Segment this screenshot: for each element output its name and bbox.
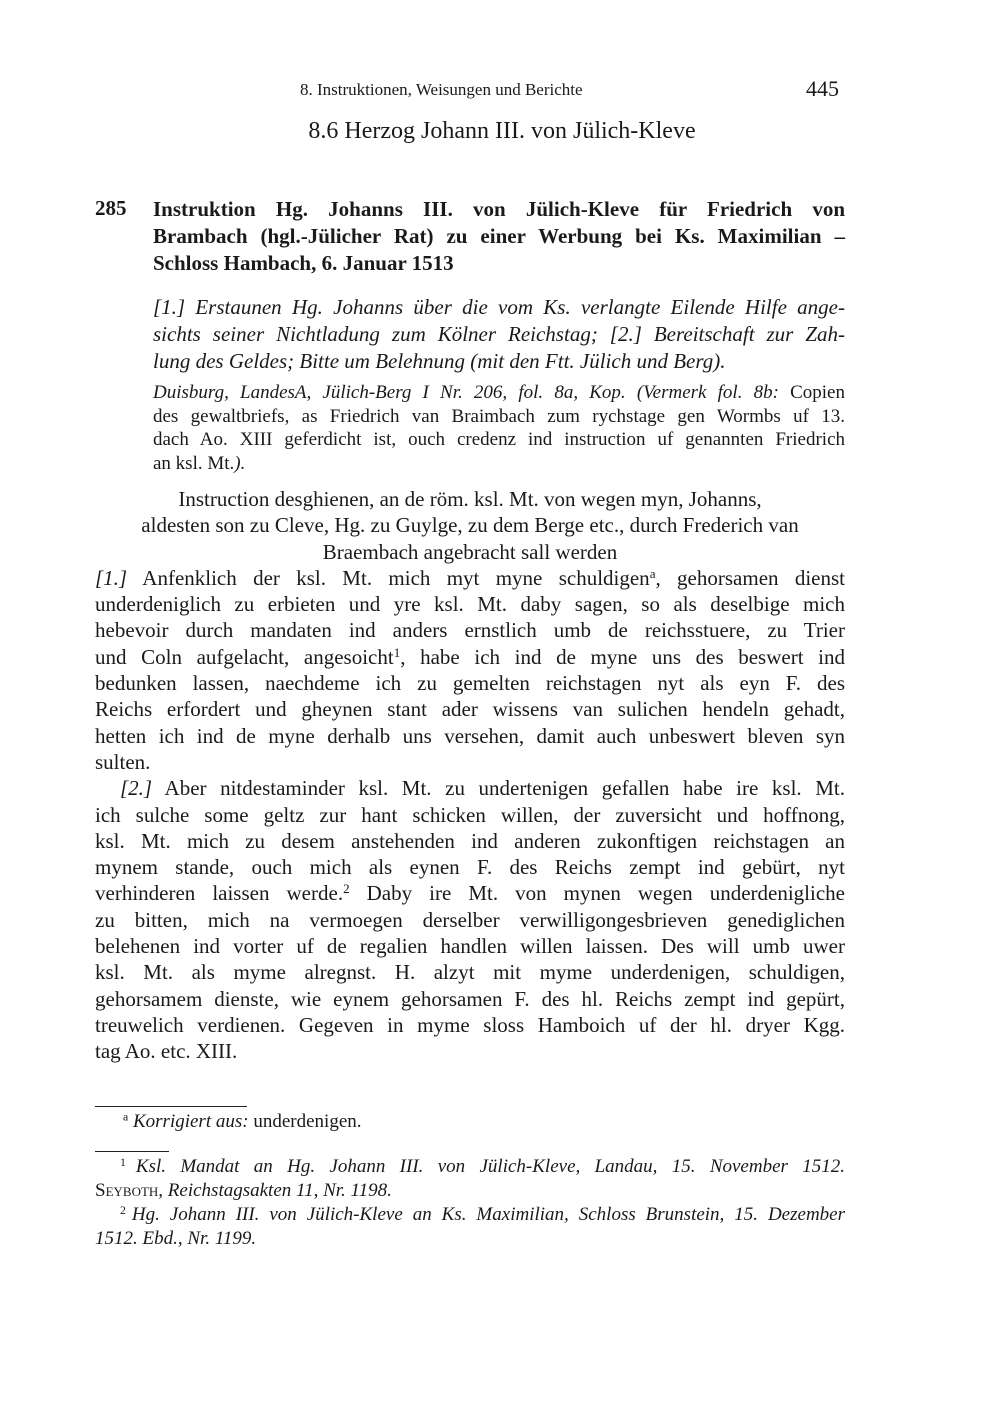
body-heading-line: Instruction desghienen, an de röm. ksl. Mt. von wegen myn, Johanns,: [178, 487, 762, 511]
text-line: [95, 775, 845, 801]
footnote-divider: [95, 1106, 247, 1107]
summary-line: [1.] Erstaunen Hg. Johanns über die vom Ks. verlangte Eilende Hilfe ange-: [153, 295, 845, 319]
text-line: [153, 452, 845, 476]
text-line: [95, 986, 845, 1012]
text-line: [95, 670, 845, 696]
text-line: [95, 828, 845, 854]
text-segment: bedunken lassen, naechdeme ich zu gemelten reichstagen nyt als eyn F. des: [95, 671, 845, 696]
text-segment: verhinderen laissen werde.: [95, 881, 344, 906]
italic-segment: [1.]: [95, 565, 128, 590]
text-segment: dach Ao. XIII geferdicht ist, ouch credenz ind instruction uf genannten Friedrich: [153, 429, 845, 450]
text-segment: hebevoir durch mandaten ind anders ernstlich umb de reichsstuere, zu Trier: [95, 618, 845, 643]
footnote-label: Korrigiert aus:: [132, 1111, 249, 1132]
italic-segment: ).: [234, 452, 246, 474]
italic-segment: Duisburg, LandesA, Jülich-Berg I Nr. 206, fol. 8a, Kop. (Vermerk fol. 8b:: [153, 382, 779, 403]
text-line: [95, 933, 845, 959]
footnote-reference: a: [649, 565, 656, 581]
text-line: [95, 959, 845, 985]
footnote-reference: 2: [343, 881, 350, 897]
text-line: [95, 723, 845, 749]
footnote-mark: 2: [120, 1203, 126, 1217]
footnote-text: , Reichstagsakten 11, Nr. 1198.: [158, 1180, 392, 1201]
text-segment: tag Ao. etc. XIII.: [95, 1039, 238, 1064]
text-line: [95, 907, 845, 933]
text-line: [95, 591, 845, 617]
text-line: [95, 802, 845, 828]
text-segment: underdeniglich zu erbieten und yre ksl. Mt. daby sagen, so als deselbige mich: [95, 592, 845, 617]
text-line: [153, 405, 845, 429]
summary-line: lung des Geldes; Bitte um Belehnung (mit den Ftt. Jülich und Berg).: [153, 349, 726, 373]
textual-footnote-a: [95, 1110, 845, 1134]
title-line: Schloss Hambach, 6. Januar 1513: [153, 251, 454, 275]
text-segment: Daby ire Mt. von mynen wegen underdenigliche: [349, 881, 845, 906]
text-segment: hetten ich ind de myne derhalb uns versehen, damit auch unbeswert bleven syn: [95, 723, 845, 748]
text-segment: treuwelich verdienen. Gegeven in myme sloss Hamboich uf der hl. dryer Kgg.: [95, 1012, 845, 1037]
document-summary: [153, 294, 845, 375]
text-line: [95, 696, 845, 722]
footnote-reference: 1: [393, 644, 401, 660]
text-segment: ksl. Mt. als myme alregnst. H. alzyt mit myme underdenigen, schuldigen,: [95, 960, 845, 985]
text-line: [95, 854, 845, 880]
footnote-text: 1512. Ebd., Nr. 1199.: [95, 1228, 257, 1249]
text-segment: Reichs erfordert und gheynen stant ader wissens van sulichen hendeln gehadt,: [95, 697, 845, 722]
text-line: [95, 617, 845, 643]
document-body: [95, 486, 845, 1065]
paragraph-2: [95, 775, 845, 1064]
text-segment: Anfenklich der ksl. Mt. mich myt myne schuldigen: [127, 565, 650, 590]
text-line: [95, 565, 845, 591]
text-segment: , gehorsamen dienst: [655, 565, 846, 590]
text-line: [153, 428, 845, 452]
text-segment: ich sulche some geltz zur hant schicken willen, der zuversicht und hoffnong,: [95, 802, 845, 827]
text-segment: Copien: [778, 382, 845, 403]
text-segment: mynem stande, ouch mich als eynen F. des Reichs zempt ind gebürt, nyt: [95, 855, 845, 880]
footnote-1: [95, 1155, 845, 1251]
running-header: 8. Instruktionen, Weisungen und Berichte: [300, 80, 583, 99]
document-number: 285: [95, 196, 127, 220]
footnote-text: Hg. Johann III. von Jülich-Kleve an Ks. Maximilian, Schloss Brunstein, 15. Dezember: [131, 1204, 845, 1225]
footnote-mark: 1: [120, 1155, 126, 1169]
body-heading-line: aldesten son zu Cleve, Hg. zu Guylge, zu dem Berge etc., durch Frederich van: [141, 513, 799, 538]
text-segment: und Coln aufgelacht, angesoicht: [95, 644, 394, 669]
section-title: 8.6 Herzog Johann III. von Jülich-Kleve: [308, 118, 696, 144]
text-segment: belehenen ind vorter uf de regalien handlen willen laissen. Des will umb uwer: [95, 934, 845, 959]
text-line: [95, 749, 845, 775]
page-number: 445: [806, 76, 839, 101]
italic-segment: [2.]: [120, 776, 153, 801]
text-line: [95, 1012, 845, 1038]
document-title: [153, 196, 845, 277]
summary-line: sichts seiner Nichtladung zum Kölner Reichstag; [2.] Bereitschaft zur Zah-: [153, 322, 845, 346]
text-segment: , habe ich ind de myne uns des beswert ind: [400, 644, 846, 669]
text-segment: Aber nitdestaminder ksl. Mt. zu undertenigen gefallen habe ire ksl. Mt.: [152, 776, 845, 801]
text-segment: ksl. Mt. mich zu desem anstehenden ind anderen zukonftigen reichstagen an: [95, 828, 845, 853]
text-segment: sulten.: [95, 749, 151, 774]
paragraph-1: [95, 565, 845, 775]
text-line: [95, 1038, 845, 1064]
text-line: [153, 381, 845, 405]
footnote-mark: a: [123, 1110, 129, 1124]
text-segment: an ksl. Mt.: [153, 452, 235, 474]
body-heading-line: Braembach angebracht sall werden: [322, 539, 618, 564]
footnote-text: Ksl. Mandat an Hg. Johann III. von Jülich-Kleve, Landau, 15. November 1512.: [135, 1156, 845, 1177]
title-line: Brambach (hgl.-Jülicher Rat) zu einer Werbung bei Ks. Maximilian –: [153, 224, 845, 248]
footnote-text: underdenigen.: [248, 1111, 362, 1132]
text-segment: des gewaltbriefs, as Friedrich van Braimbach zum rychstage gen Wormbs uf 13.: [153, 405, 845, 427]
author-name: Seyboth: [95, 1180, 159, 1201]
text-segment: zu bitten, mich na vermoegen derselber verwilligongesbrieven genediglichen: [95, 907, 845, 932]
footnote-divider: [95, 1151, 169, 1152]
text-segment: gehorsamem dienste, wie eynem gehorsamen F. des hl. Reichs zempt ind gepürt,: [95, 986, 845, 1011]
source-note: [153, 381, 845, 475]
title-line: Instruktion Hg. Johanns III. von Jülich-Kleve für Friedrich von: [153, 197, 845, 221]
text-line: [95, 880, 845, 906]
text-line: [95, 644, 845, 670]
